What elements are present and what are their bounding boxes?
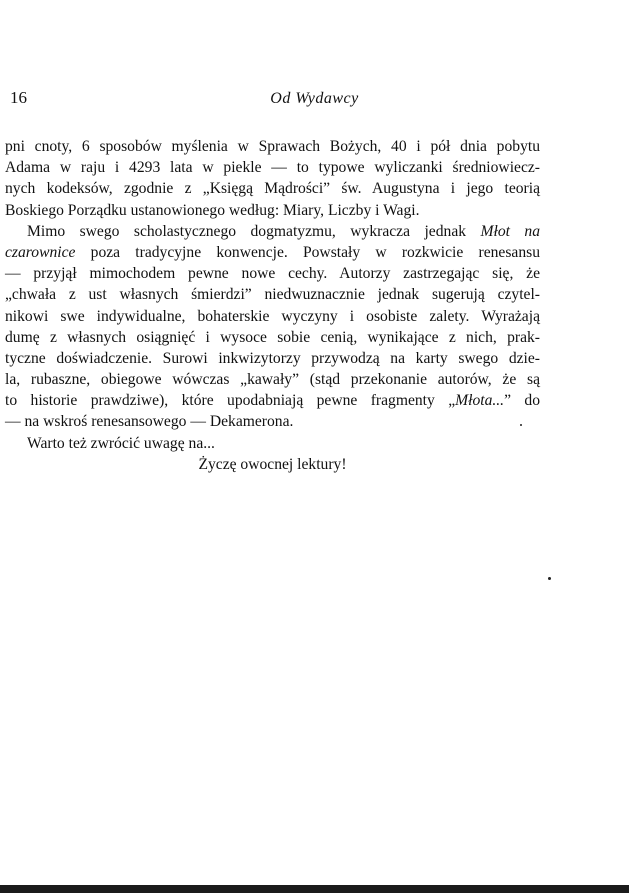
title-italic: czarownice [5, 243, 76, 261]
closing-wish: Życzę owocnej lektury! [198, 455, 347, 473]
text-line: dumę z własnych osiągnięć i wysoce sobie cenią, wynikające z nich, prak- [5, 328, 540, 346]
text-line: nikowi swe indywidualne, bohaterskie wyczyny i osobiste zalety. Wyrażają [5, 307, 540, 325]
text-line: Adama w raju i 4293 lata w piekle — to typowe wyliczanki średniowiecz- [5, 159, 540, 177]
text-span: poza tradycyjne konwencje. Powstały w rozkwicie renesansu [75, 243, 540, 261]
text-line: la, rubaszne, obiegowe wówczas „kawały” (stąd przekonanie autorów, że są [5, 371, 540, 389]
body-text [5, 136, 540, 475]
text-line [5, 242, 540, 263]
page-number: 16 [10, 88, 27, 107]
title-italic: Młota... [455, 392, 505, 410]
text-span: Mimo swego scholastycznego dogmatyzmu, wykracza jednak [27, 222, 481, 240]
text-line: nych kodeksów, zgodnie z „Księgą Mądrości” św. Augustyna i jego teorią [5, 180, 540, 198]
text-line: — przyjął mimochodem pewne nowe cechy. Autorzy zastrzegając się, że [5, 265, 540, 283]
scan-edge-bar [0, 885, 629, 893]
text-line: pni cnoty, 6 sposobów myślenia w Sprawach Bożych, 40 i pół dnia pobytu [5, 138, 540, 155]
text-line: Boskiego Porządku ustanowionego według: Miary, Liczby i Wagi. [5, 201, 420, 219]
text-line: — na wskroś renesansowego — Dekamerona. [5, 413, 294, 431]
scan-speck [520, 424, 522, 426]
text-line: tyczne doświadczenie. Surowi inkwizytorzy przywodzą na karty swego dzie- [5, 349, 540, 367]
running-title: Od Wydawcy [270, 90, 359, 107]
text-line [5, 221, 540, 242]
closing-line: Warto też zwrócić uwagę na... [27, 434, 215, 452]
text-span: to historie prawdziwe), które upodabniają pewne fragmenty „ [5, 392, 456, 410]
text-line: „chwała z ust własnych śmierdzi” niedwuznacznie jednak sugerują czytel- [5, 286, 540, 304]
text-span: ” do [504, 392, 540, 410]
title-italic: Młot na [480, 222, 540, 240]
scan-speck [548, 577, 551, 580]
text-line [5, 390, 540, 411]
